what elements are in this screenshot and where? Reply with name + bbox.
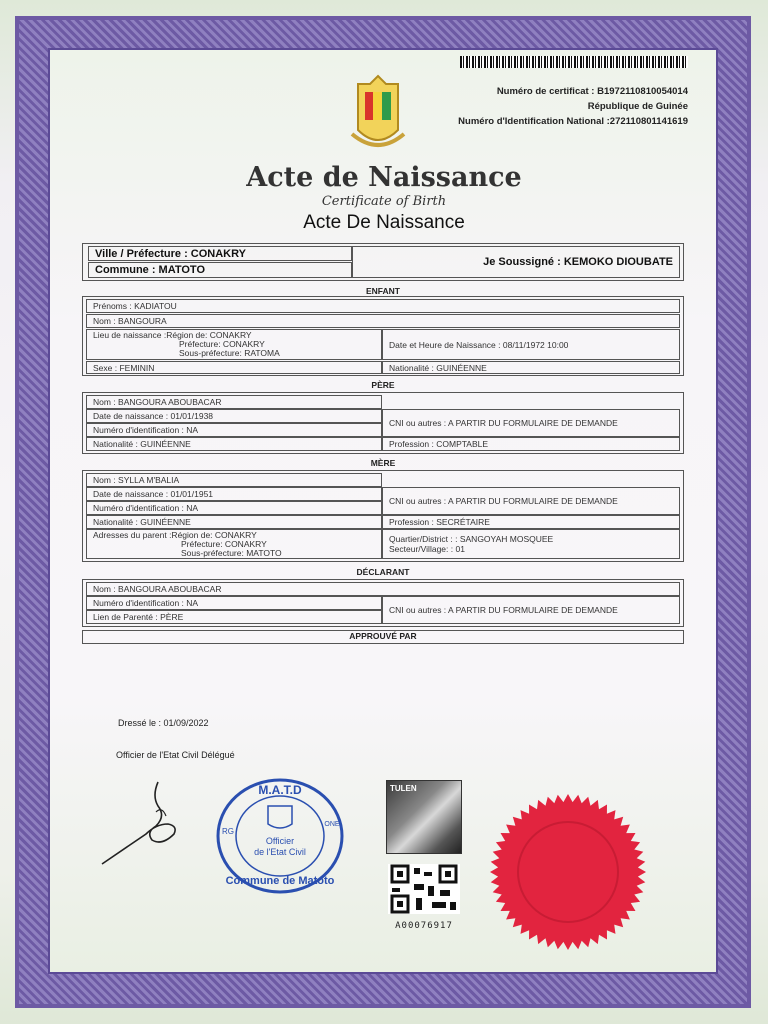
qr-code	[388, 864, 460, 931]
coat-of-arms-icon	[346, 72, 410, 156]
declarant-id: Numéro d'identification : NA	[86, 596, 382, 610]
mere-nom: Nom : SYLLA M'BALIA	[86, 473, 382, 487]
certificate-info	[458, 84, 688, 129]
enfant-lieu-region: Lieu de naissance :Région de: CONAKRY	[93, 330, 252, 340]
commune-field: Commune : MATOTO	[88, 262, 352, 278]
section-approuve: APPROUVÉ PAR	[349, 631, 417, 641]
stamp-mid-text-1: Officier	[265, 836, 295, 846]
mere-adresse-prefecture: Préfecture: CONAKRY	[181, 538, 267, 549]
pere-nationalite: Nationalité : GUINÉENNE	[86, 437, 382, 451]
country-name: République de Guinée	[587, 101, 688, 112]
red-seal-icon	[486, 792, 650, 952]
mere-quartier	[382, 529, 680, 559]
section-pere: PÈRE	[371, 380, 395, 390]
mere-cni: CNI ou autres : A PARTIR DU FORMULAIRE DE DEMANDE	[382, 487, 680, 515]
mere-adresse-region: Adresses du parent :Région de: CONAKRY	[93, 529, 257, 540]
pere-date: Date de naissance : 01/01/1938	[86, 409, 382, 423]
qr-code-icon	[388, 864, 460, 914]
officier-label: Officier de l'Etat Civil Délégué	[116, 750, 235, 760]
national-id: Numéro d'Identification National :272110801141619	[458, 116, 688, 127]
pere-profession: Profession : COMPTABLE	[382, 437, 680, 451]
declarant-cni: CNI ou autres : A PARTIR DU FORMULAIRE DE DEMANDE	[382, 596, 680, 624]
seal-body	[490, 794, 646, 950]
enfant-lieu-prefecture: Préfecture: CONAKRY	[179, 339, 265, 349]
stamp-mid-text-2: de l'Etat Civil	[254, 847, 306, 857]
enfant-lieu	[86, 329, 382, 360]
section-declarant: DÉCLARANT	[356, 567, 410, 577]
mere-adresse	[86, 529, 382, 559]
qr-code-number: A00076917	[395, 921, 453, 931]
page-subtitle: Certificate of Birth	[321, 194, 447, 209]
mere-secteur: Secteur/Village: : 01	[389, 544, 465, 554]
section-mere: MÈRE	[370, 458, 396, 468]
mere-date: Date de naissance : 01/01/1951	[86, 487, 382, 501]
enfant-nom: Nom : BANGOURA	[86, 314, 680, 328]
enfant-sexe: Sexe : FEMININ	[86, 361, 382, 374]
page-title-secondary: Acte De Naissance	[303, 212, 465, 233]
soussigne-field: Je Soussigné : KEMOKO DIOUBATE	[352, 246, 680, 278]
page-title: Acte de Naissance	[246, 162, 522, 193]
hologram-text: TULEN	[390, 784, 417, 793]
stamp-bottom-text: Commune de Matoto	[225, 875, 335, 887]
certificate-number: Numéro de certificat : B1972110810054014	[496, 86, 688, 97]
ville-field: Ville / Préfecture : CONAKRY	[88, 246, 352, 261]
official-stamp-icon	[214, 776, 346, 896]
mere-nationalite: Nationalité : GUINÉENNE	[86, 515, 382, 529]
pere-nom: Nom : BANGOURA ABOUBACAR	[86, 395, 382, 409]
mere-profession: Profession : SECRÉTAIRE	[382, 515, 680, 529]
section-enfant: ENFANT	[366, 286, 400, 296]
enfant-nationalite: Nationalité : GUINÉENNE	[382, 361, 680, 374]
stamp-left-text: RG	[222, 827, 234, 836]
enfant-prenoms: Prénoms : KADIATOU	[86, 299, 680, 313]
hologram	[386, 780, 462, 854]
stamp-top-text: M.A.T.D	[258, 783, 302, 797]
mere-adresse-sousprefecture: Sous-préfecture: MATOTO	[181, 547, 282, 558]
enfant-date: Date et Heure de Naissance : 08/11/1972 10:00	[382, 329, 680, 360]
declarant-lien: Lien de Parenté : PÈRE	[86, 610, 382, 624]
barcode	[460, 56, 688, 68]
signature-icon	[96, 776, 196, 868]
enfant-lieu-sousprefecture: Sous-préfecture: RATOMA	[179, 348, 280, 358]
dresse-le: Dressé le : 01/09/2022	[118, 718, 209, 728]
declarant-nom: Nom : BANGOURA ABOUBACAR	[86, 582, 680, 596]
pere-cni: CNI ou autres : A PARTIR DU FORMULAIRE DE DEMANDE	[382, 409, 680, 437]
stamp-right-text: ONE	[324, 821, 340, 828]
mere-quartier-district: Quartier/District : : SANGOYAH MOSQUEE	[389, 534, 554, 544]
pere-id: Numéro d'identification : NA	[86, 423, 382, 437]
mere-id: Numéro d'identification : NA	[86, 501, 382, 515]
